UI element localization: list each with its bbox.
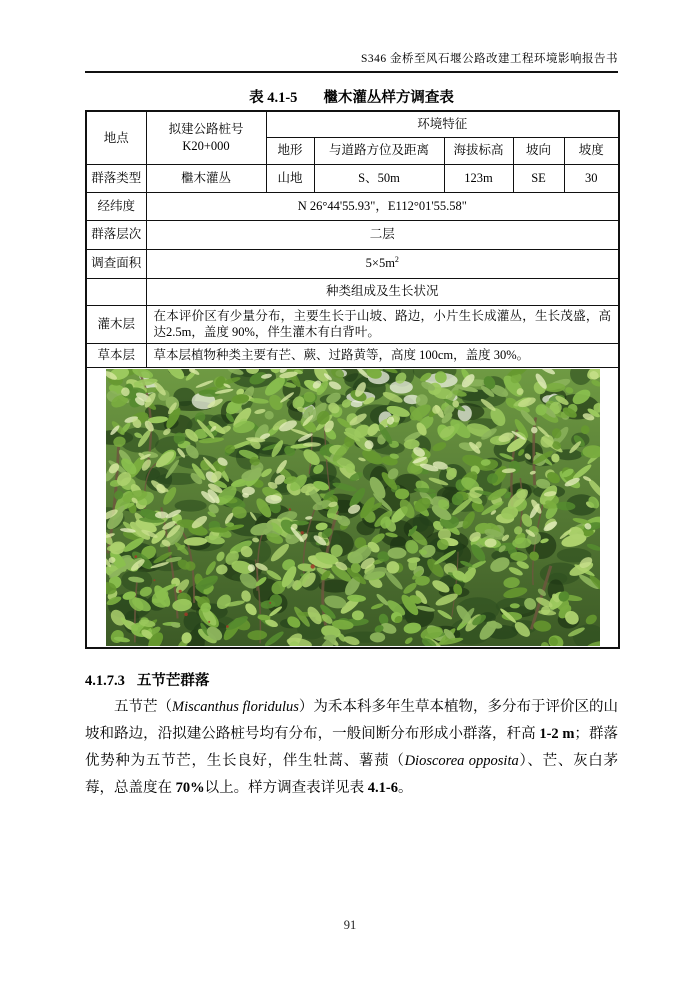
shrub-layer-label-cell: 灌木层 — [86, 305, 146, 343]
table-row — [86, 305, 619, 343]
section-number: 4.1.7.3 — [85, 673, 125, 689]
table-row — [86, 164, 619, 192]
stake-number-cell — [146, 111, 266, 164]
latlng-value-cell: N 26°44'55.93"，E112°01'55.58" — [146, 192, 619, 220]
sample-survey-table — [85, 110, 620, 649]
table-row — [86, 249, 619, 278]
body-paragraph: 五节芒（Miscanthus floridulus）为禾本科多年生草本植物，多分布于评价区的山坡和路边，沿拟建公路桩号均有分布，一般间断分布形成小群落，秆高 1-2 m；群落优势种为五节芒，生长良好，伴生牡蒿、薯蓣（Dioscorea opposita）、芒、灰白茅莓，总盖度在 70%以上。样方调查表详见表 4.1-6。 — [85, 699, 619, 796]
slope-value-cell: 30 — [564, 164, 619, 192]
table-row — [86, 192, 619, 220]
road-value-cell: S、50m — [314, 164, 444, 192]
elevation-value-cell: 123m — [444, 164, 513, 192]
table-caption — [85, 86, 618, 107]
stake-value: K20+000 — [182, 138, 230, 153]
layers-label-cell: 群落层次 — [86, 220, 146, 249]
composition-header-cell: 种类组成及生长状况 — [146, 278, 619, 305]
table-row — [86, 367, 619, 648]
layers-value-cell: 二层 — [146, 220, 619, 249]
location-label-cell: 地点 — [86, 111, 146, 164]
herb-layer-value-cell: 草本层植物种类主要有芒、蕨、过路黄等，高度 100cm，盖度 30%。 — [146, 343, 619, 367]
page-number: 91 — [343, 918, 357, 932]
vegetation-photo-image — [106, 369, 600, 646]
area-sup: 2 — [394, 255, 399, 265]
latlng-label-cell: 经纬度 — [86, 192, 146, 220]
aspect-value-cell: SE — [513, 164, 564, 192]
vegetation-photo — [106, 369, 600, 646]
aspect-header-cell: 坡向 — [513, 137, 564, 164]
table-caption-label: 表 4.1-5 — [249, 90, 298, 106]
report-title: S346 金桥至风石堰公路改建工程环境影响报告书 — [360, 53, 618, 65]
photo-cell — [86, 367, 619, 648]
area-value: 5×5m — [365, 256, 395, 271]
terrain-value-cell: 山地 — [266, 164, 314, 192]
herb-layer-label-cell: 草本层 — [86, 343, 146, 367]
section-title: 五节芒群落 — [136, 673, 210, 689]
elevation-header-cell: 海拔标高 — [444, 137, 513, 164]
shrub-layer-value-cell: 在本评价区有少量分布，主要生长于山坡、路边，小片生长成灌丛，生长茂盛，高达2.5m，盖度 90%，伴生灌木有白背叶。 — [146, 305, 619, 343]
composition-empty-cell — [86, 278, 146, 305]
area-label-cell: 调查面积 — [86, 249, 146, 278]
env-features-header-cell: 环境特征 — [266, 111, 619, 137]
table-caption-title: 檵木灌丛样方调查表 — [323, 90, 454, 106]
area-value-cell — [146, 249, 619, 278]
table-row — [86, 111, 619, 137]
table-row — [86, 343, 619, 367]
table-row — [86, 220, 619, 249]
stake-label: 拟建公路桩号 — [168, 122, 244, 137]
slope-header-cell: 坡度 — [564, 137, 619, 164]
community-type-value-cell: 檵木灌丛 — [146, 164, 266, 192]
terrain-header-cell: 地形 — [266, 137, 314, 164]
road-header-cell: 与道路方位及距离 — [314, 137, 444, 164]
community-type-label-cell: 群落类型 — [86, 164, 146, 192]
table-row — [86, 278, 619, 305]
page-header — [85, 50, 618, 73]
section-heading — [85, 669, 618, 690]
